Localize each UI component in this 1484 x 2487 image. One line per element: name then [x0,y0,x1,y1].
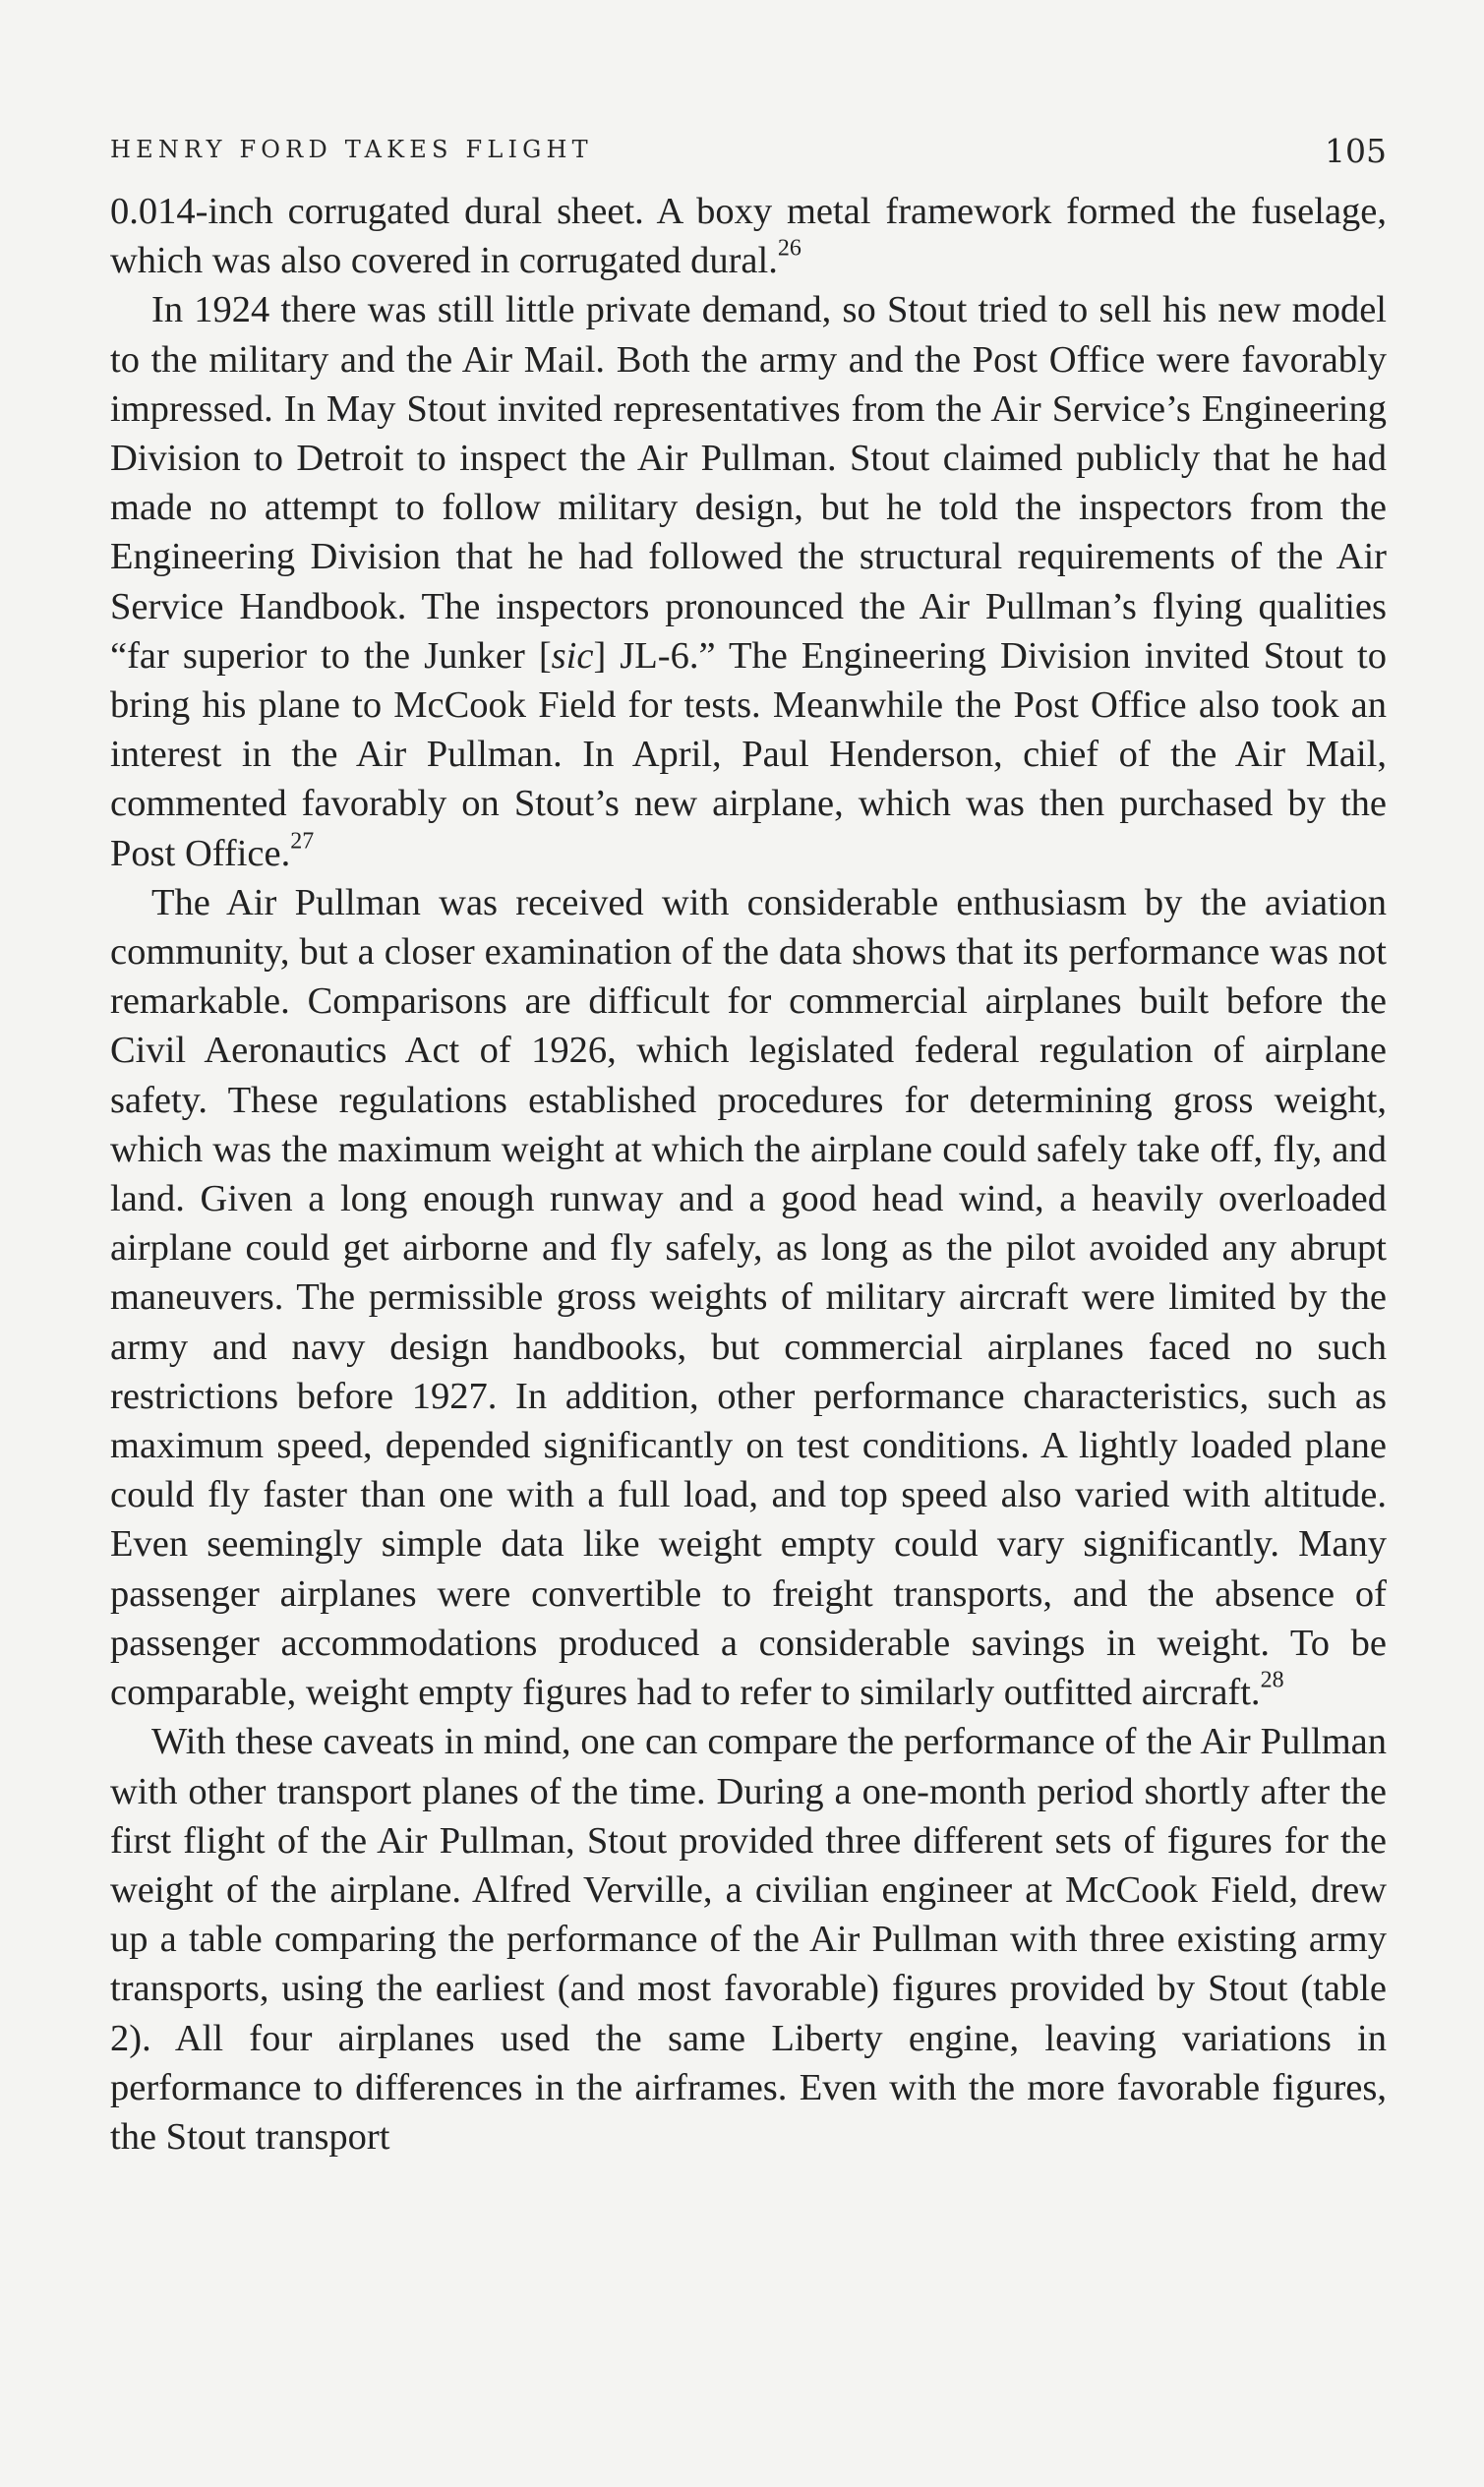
paragraph-4 [110,1717,1387,2161]
footnote-ref-27: 27 [290,828,315,855]
paragraph-1 [110,187,1387,285]
paragraph-text-continued: ] JL-6.” The Engineering Division invited Stout to bring his plane to McCook Field for tests. Meanwhile the Post Office also took an interest in the Air Pullman. In April, Paul Henderson, chief of the Air Mail, commented favorably on Stout’s new airplane, which was then purchased by the Post Office. [110,634,1387,874]
italic-sic: sic [551,634,594,677]
paragraph-3 [110,878,1387,1717]
running-header [110,132,1387,171]
footnote-ref-26: 26 [777,235,801,262]
paragraph-text: 0.014-inch corrugated dural sheet. A boxy metal framework formed the fuselage, which was also covered in corrugated dural. [110,191,1387,282]
paragraph-text: In 1924 there was still little private demand, so Stout tried to sell his new model to the military and the Air Mail. Both the army and the Post Office were favorably impressed. In May Stout invited representatives from the Air Service’s Engineering Division to Detroit to inspect the Air Pullman. Stout claimed publicly that he had made no attempt to follow military design, but he told the inspectors from the Engineering Division that he had followed the structural requirements of the Air Service Handbook. The inspectors pronounced the Air Pullman’s flying qualities “far superior to the Junker [ [110,289,1387,677]
footnote-ref-28: 28 [1260,1667,1284,1693]
page-number: 105 [1325,132,1387,170]
paragraph-text: With these caveats in mind, one can compare the performance of the Air Pullman with other transport planes of the time. During a one-month period shortly after the first flight of the Air Pullman, Stout provided three different sets of figures for the weight of the airplane. Alfred Verville, a civilian engineer at McCook Field, drew up a table comparing the performance of the Air Pullman with three existing army transports, using the earliest (and most favorable) figures provided by Stout (table 2). All four airplanes used the same Liberty engine, leaving variations in performance to differences in the airframes. Even with the more favorable figures, the Stout transport [110,1721,1387,2158]
body-text [110,187,1387,2161]
paragraph-text: The Air Pullman was received with considerable enthusiasm by the aviation community, but a closer examination of the data shows that its performance was not remarkable. Comparisons are difficult for commercial airplanes built before the Civil Aeronautics Act of 1926, which legislated federal regulation of airplane safety. These regulations established procedures for determining gross weight, which was the maximum weight at which the airplane could safely take off, fly, and land. Given a long enough runway and a good head wind, a heavily overloaded airplane could get airborne and fly safely, as long as the pilot avoided any abrupt maneuvers. The permissible gross weights of military aircraft were limited by the army and navy design handbooks, but commercial airplanes faced no such restrictions before 1927. In addition, other performance characteristics, such as maximum speed, depended significantly on test conditions. A lightly loaded plane could fly faster than one with a full load, and top speed also varied with altitude. Even seemingly simple data like weight empty could vary significantly. Many passenger airplanes were convertible to freight transports, and the absence of passenger accommodations produced a considerable savings in weight. To be comparable, weight empty figures had to refer to similarly outfitted aircraft. [110,881,1387,1714]
running-title: HENRY FORD TAKES FLIGHT [110,136,593,163]
paragraph-2 [110,285,1387,877]
